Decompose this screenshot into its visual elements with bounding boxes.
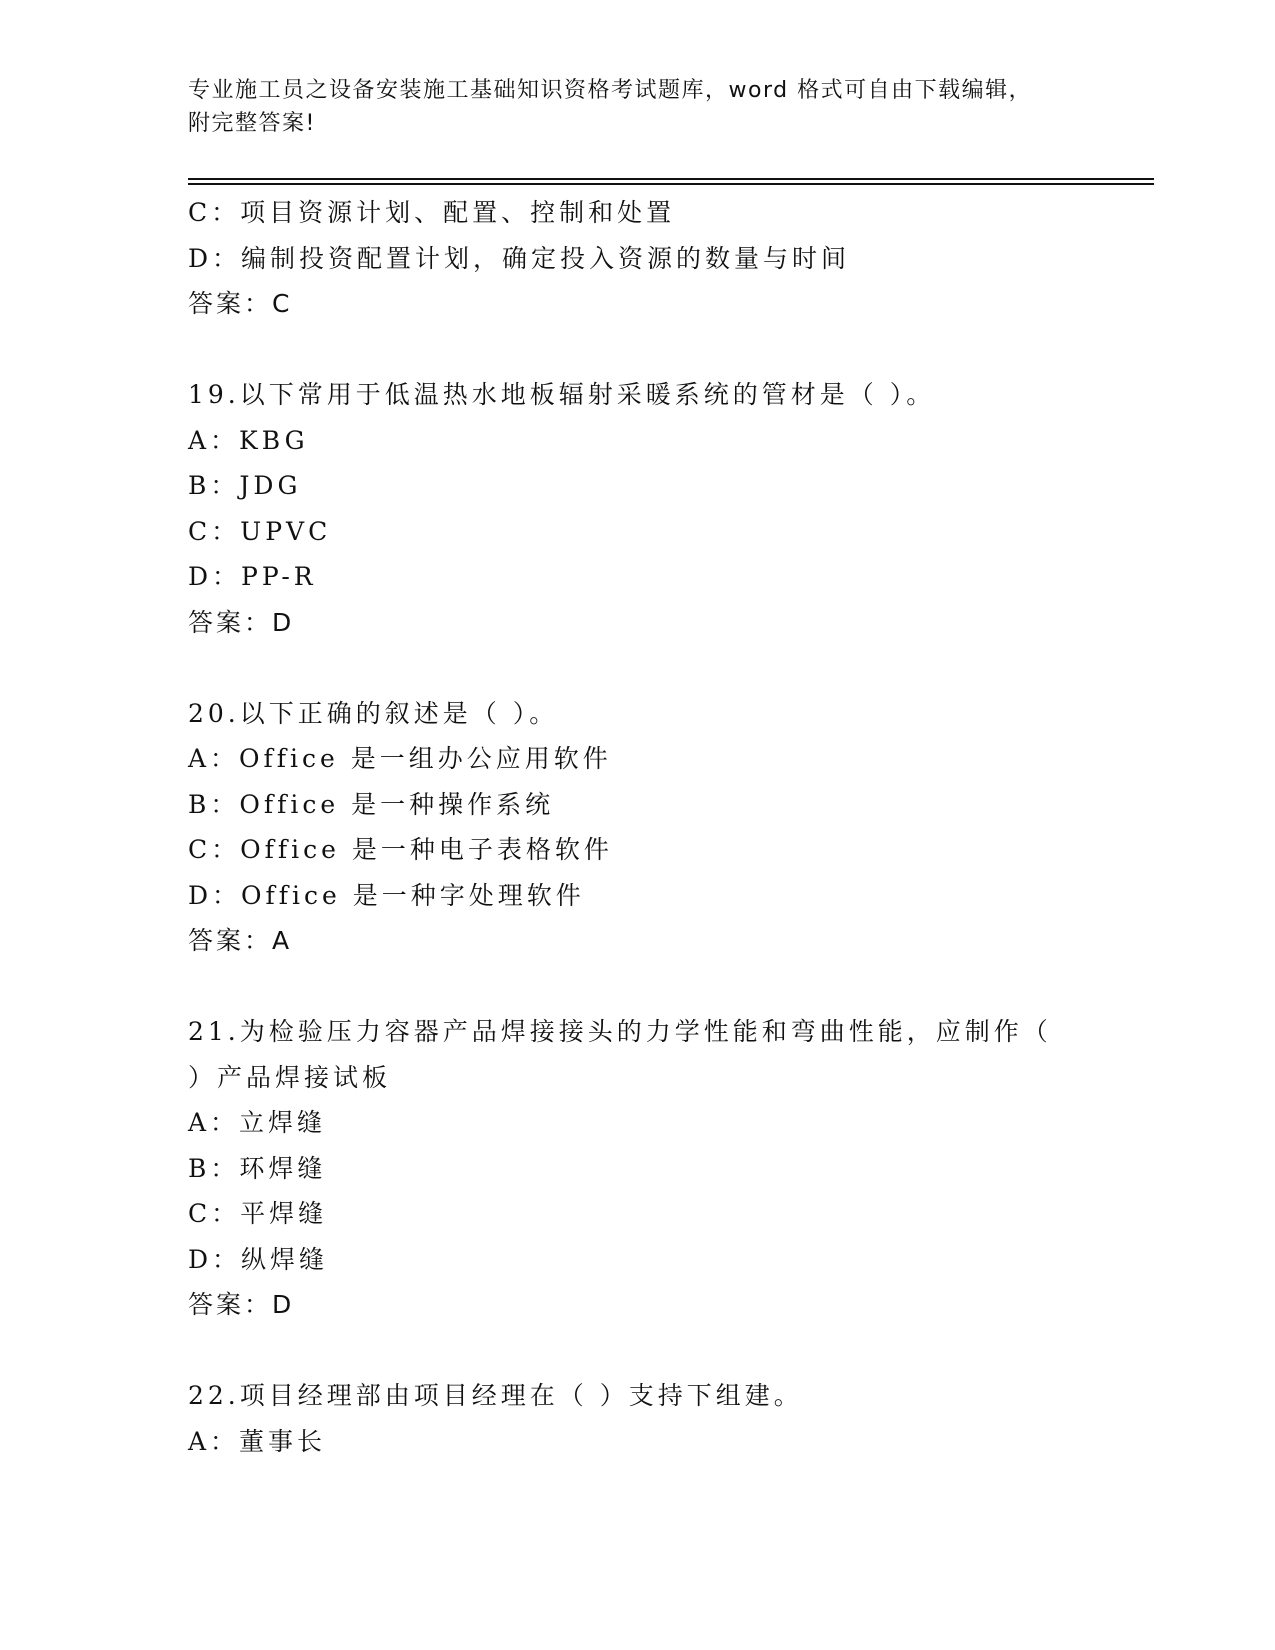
spacer xyxy=(188,645,1154,691)
spacer xyxy=(188,1328,1154,1374)
answer: 答案：A xyxy=(188,926,293,955)
option-d: D：纵焊缝 xyxy=(188,1244,329,1274)
question-content xyxy=(188,190,1154,1464)
option-a: A：Office 是一组办公应用软件 xyxy=(188,744,612,773)
option-d: D：PP-R xyxy=(188,562,317,591)
option-d: D：编制投资配置计划，确定投入资源的数量与时间 xyxy=(188,243,851,273)
option-b: B：Office 是一种操作系统 xyxy=(188,789,555,819)
question-20: 20.以下正确的叙述是（ ）。 xyxy=(188,698,559,728)
option-b: B：环焊缝 xyxy=(188,1153,327,1183)
answer: 答案：C xyxy=(188,289,293,318)
option-b: B：JDG xyxy=(188,471,302,500)
header-line-2: 附完整答案! xyxy=(188,111,316,136)
option-c: C：UPVC xyxy=(188,516,332,546)
header-line-1: 专业施工员之设备安装施工基础知识资格考试题库，word 格式可自由下载编辑， xyxy=(188,78,1033,103)
header-divider-top xyxy=(188,178,1154,180)
spacer xyxy=(188,327,1154,373)
answer: 答案：D xyxy=(188,1290,295,1319)
question-19: 19.以下常用于低温热水地板辐射采暖系统的管材是（ ）。 xyxy=(188,380,936,409)
question-21-continued: ）产品焊接试板 xyxy=(188,1062,392,1092)
option-c: C：项目资源计划、配置、控制和处置 xyxy=(188,198,676,227)
answer: 答案：D xyxy=(188,607,295,637)
option-a: A：董事长 xyxy=(188,1426,327,1456)
question-21: 21.为检验压力容器产品焊接接头的力学性能和弯曲性能，应制作（ xyxy=(188,1017,1052,1046)
option-c: C：平焊缝 xyxy=(188,1199,328,1228)
document-header xyxy=(188,74,1068,140)
option-a: A：立焊缝 xyxy=(188,1108,327,1137)
header-divider-bottom xyxy=(188,183,1154,185)
option-a: A：KBG xyxy=(188,425,309,455)
option-c: C：Office 是一种电子表格软件 xyxy=(188,835,613,864)
question-22: 22.项目经理部由项目经理在（ ）支持下组建。 xyxy=(188,1381,803,1410)
option-d: D：Office 是一种字处理软件 xyxy=(188,880,585,910)
spacer xyxy=(188,964,1154,1010)
